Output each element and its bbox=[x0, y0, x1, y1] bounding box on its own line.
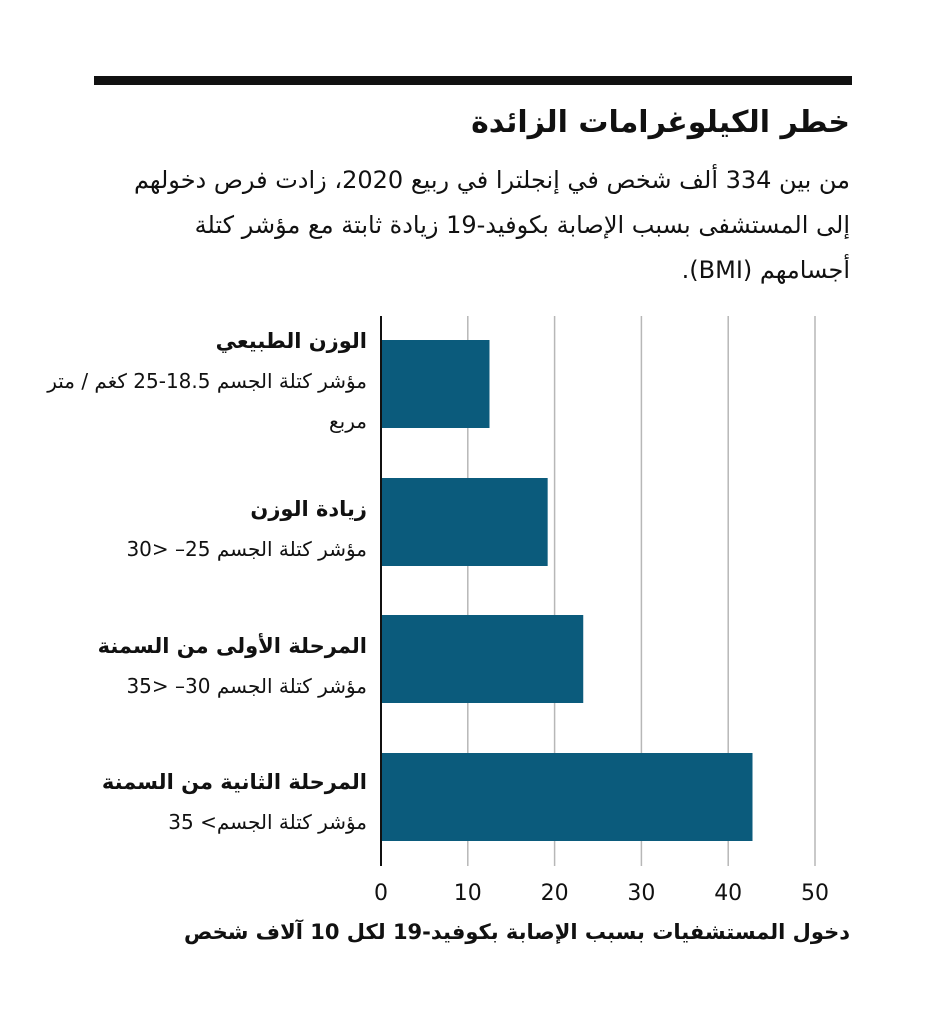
category-name: الوزن الطبيعي bbox=[215, 329, 367, 353]
x-axis-label: دخول المستشفيات بسبب الإصابة بكوفيد-19 لكل 10 آلاف شخص bbox=[183, 920, 850, 944]
bar bbox=[381, 615, 583, 703]
x-tick-label: 40 bbox=[714, 881, 743, 906]
x-tick-label: 0 bbox=[374, 881, 388, 906]
category-name: زيادة الوزن bbox=[250, 497, 367, 521]
category-description: مؤشر كتلة الجسم 30– <35 bbox=[126, 674, 367, 698]
bar bbox=[381, 340, 490, 428]
category-description: مؤشر كتلة الجسم> 35 bbox=[168, 810, 367, 834]
x-tick-label: 20 bbox=[540, 881, 569, 906]
category-name: المرحلة الأولى من السمنة bbox=[97, 634, 367, 658]
x-tick-label: 30 bbox=[627, 881, 656, 906]
bar bbox=[381, 753, 753, 841]
chart-title: خطر الكيلوغرامات الزائدة bbox=[471, 105, 850, 140]
chart-subtitle: من بين 334 ألف شخص في إنجلترا في ربيع 2020، زادت فرص دخولهم إلى المستشفى بسبب الإصابة بكوفيد-19 زيادة ثابتة مع مؤشر كتلة أجسامهم (BMI). bbox=[133, 166, 850, 284]
category-description: مؤشر كتلة الجسم 18.5-25 كغم / متر مربع bbox=[47, 369, 367, 433]
x-tick-label: 50 bbox=[801, 881, 829, 906]
category-name: المرحلة الثانية من السمنة bbox=[101, 770, 367, 794]
x-tick-label: 10 bbox=[453, 881, 482, 906]
category-description: مؤشر كتلة الجسم 25– <30 bbox=[126, 537, 367, 561]
bar bbox=[381, 478, 548, 566]
